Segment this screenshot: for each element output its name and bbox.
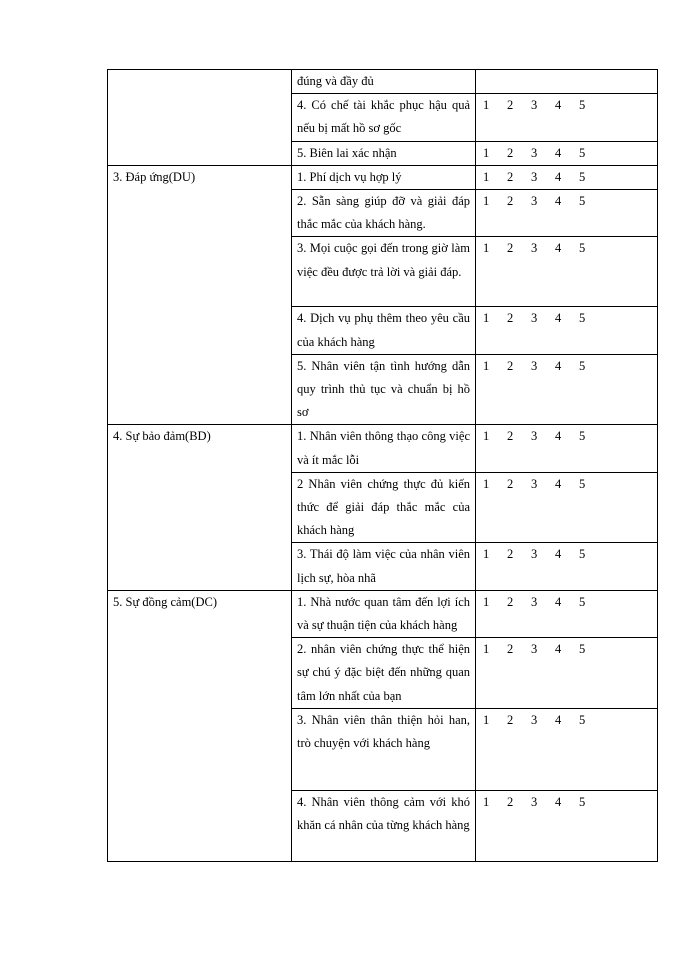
scale-value: 5 [579, 98, 586, 113]
scale-cell [476, 590, 658, 637]
scale-value: 3 [531, 476, 538, 491]
likert-scale [476, 791, 657, 814]
item-text: đúng và đầy đủ [297, 74, 374, 88]
scale-value: 5 [579, 169, 586, 184]
scale-value: 4 [555, 169, 562, 184]
scale-value: 2 [507, 794, 514, 809]
scale-value: 3 [531, 594, 538, 609]
scale-value: 1 [483, 241, 490, 256]
scale-value: 1 [483, 594, 490, 609]
scale-cell [476, 354, 658, 425]
likert-scale [476, 543, 657, 566]
scale-value: 1 [483, 311, 490, 326]
scale-cell [476, 94, 658, 141]
item-text: 2. nhân viên chứng thực thể hiện sự chú ý đặc biệt đến những quan tâm lớn nhất của bạn [297, 642, 470, 703]
item-text: 5. Biên lai xác nhận [297, 145, 397, 160]
scale-value: 4 [555, 642, 562, 657]
scale-value: 4 [555, 241, 562, 256]
scale-cell [476, 543, 658, 590]
group-cell [108, 165, 292, 425]
scale-value: 1 [483, 547, 490, 562]
scale-value: 2 [507, 476, 514, 491]
scale-value: 5 [579, 145, 586, 160]
item-text: 1. Nhân viên thông thạo công việc và ít mắc lỗi [297, 429, 470, 467]
scale-value: 5 [579, 794, 586, 809]
likert-scale [476, 94, 657, 117]
scale-value: 4 [555, 311, 562, 326]
scale-value: 3 [531, 794, 538, 809]
scale-value: 4 [555, 98, 562, 113]
scale-value: 5 [579, 429, 586, 444]
scale-value: 4 [555, 194, 562, 209]
likert-scale [476, 355, 657, 378]
item-text: 4. Nhân viên thông cảm với khó khăn cá nhân của từng khách hàng [297, 794, 470, 833]
scale-cell [476, 708, 658, 790]
scale-value: 3 [531, 712, 538, 727]
scale-value: 2 [507, 241, 514, 256]
item-text: 3. Nhân viên thân thiện hỏi han, trò chuyện với khách hàng [297, 712, 470, 751]
item-text: 5. Nhân viên tận tình hướng dẫn quy trình thủ tục và chuẩn bị hồ sơ [297, 358, 470, 420]
scale-value: 4 [555, 145, 562, 160]
scale-value: 2 [507, 594, 514, 609]
scale-value: 2 [507, 311, 514, 326]
likert-scale [476, 166, 657, 189]
likert-scale [476, 473, 657, 496]
scale-value: 2 [507, 547, 514, 562]
scale-value: 1 [483, 145, 490, 160]
likert-scale [476, 237, 657, 260]
likert-scale [476, 307, 657, 330]
survey-table [107, 69, 658, 862]
scale-value: 5 [579, 194, 586, 209]
scale-value: 2 [507, 642, 514, 657]
scale-cell [476, 141, 658, 165]
scale-cell [476, 307, 658, 354]
scale-value: 2 [507, 358, 514, 373]
scale-value: 4 [555, 476, 562, 491]
scale-value: 1 [483, 712, 490, 727]
scale-value: 3 [531, 547, 538, 562]
scale-value: 2 [507, 98, 514, 113]
scale-value: 1 [483, 476, 490, 491]
item-text: 4. Có chế tài khắc phục hậu quả nếu bị mất hồ sơ gốc [297, 98, 470, 136]
scale-value: 1 [483, 169, 490, 184]
scale-value: 4 [555, 358, 562, 373]
item-text: 1. Nhà nước quan tâm đến lợi ích và sự thuận tiện của khách hàng [297, 594, 470, 633]
scale-value: 3 [531, 358, 538, 373]
scale-cell [476, 237, 658, 307]
scale-value: 1 [483, 358, 490, 373]
table-row [108, 590, 658, 637]
item-text: 3. Mọi cuộc gọi đến trong giờ làm việc đều được trả lời và giải đáp. [297, 241, 470, 279]
scale-value: 5 [579, 241, 586, 256]
scale-value: 5 [579, 358, 586, 373]
scale-value: 3 [531, 98, 538, 113]
scale-value: 2 [507, 145, 514, 160]
scale-value: 5 [579, 642, 586, 657]
scale-value: 1 [483, 642, 490, 657]
scale-value: 2 [507, 194, 514, 209]
group-label: 4. Sự bảo đảm(BD) [113, 429, 211, 444]
group-cell [108, 70, 292, 166]
scale-value: 1 [483, 794, 490, 809]
scale-cell [476, 638, 658, 709]
likert-scale [476, 190, 657, 213]
item-text: 2 Nhân viên chứng thực đủ kiến thức để giải đáp thắc mắc của khách hàng [297, 476, 470, 538]
scale-cell [476, 790, 658, 861]
scale-value: 3 [531, 194, 538, 209]
scale-cell [476, 425, 658, 472]
likert-scale [476, 709, 657, 732]
scale-value: 3 [531, 145, 538, 160]
table-row [108, 70, 658, 94]
scale-cell [476, 472, 658, 543]
scale-value: 3 [531, 429, 538, 444]
item-cell [292, 70, 476, 94]
scale-cell [476, 190, 658, 237]
scale-value: 2 [507, 712, 514, 727]
scale-value: 1 [483, 194, 490, 209]
scale-value: 5 [579, 311, 586, 326]
scale-value: 2 [507, 169, 514, 184]
scale-value: 3 [531, 241, 538, 256]
group-label: 5. Sự đồng cảm(DC) [113, 594, 217, 609]
likert-scale [476, 142, 657, 165]
scale-value: 5 [579, 712, 586, 727]
scale-value: 5 [579, 594, 586, 609]
item-text: 1. Phí dịch vụ hợp lý [297, 169, 402, 184]
scale-value: 2 [507, 429, 514, 444]
scale-cell [476, 70, 658, 94]
scale-value: 4 [555, 794, 562, 809]
table-row [108, 425, 658, 472]
scale-value: 3 [531, 311, 538, 326]
scale-value: 5 [579, 547, 586, 562]
scale-value: 4 [555, 712, 562, 727]
item-text: 3. Thái độ làm việc của nhân viên lịch sự, hòa nhã [297, 547, 470, 585]
item-text: 2. Sẵn sàng giúp đỡ và giải đáp thắc mắc của khách hàng. [297, 194, 470, 232]
likert-scale [476, 591, 657, 614]
group-label: 3. Đáp ứng(DU) [113, 169, 196, 184]
scale-value: 4 [555, 594, 562, 609]
table-row [108, 165, 658, 189]
group-cell [108, 425, 292, 590]
scale-value: 1 [483, 429, 490, 444]
scale-value: 5 [579, 476, 586, 491]
group-cell [108, 590, 292, 861]
scale-value: 4 [555, 429, 562, 444]
scale-value: 3 [531, 169, 538, 184]
scale-value: 4 [555, 547, 562, 562]
scale-value: 1 [483, 98, 490, 113]
item-text: 4. Dịch vụ phụ thêm theo yêu cầu của khách hàng [297, 311, 470, 349]
scale-value: 3 [531, 642, 538, 657]
likert-scale [476, 425, 657, 448]
scale-cell [476, 165, 658, 189]
likert-scale [476, 638, 657, 661]
